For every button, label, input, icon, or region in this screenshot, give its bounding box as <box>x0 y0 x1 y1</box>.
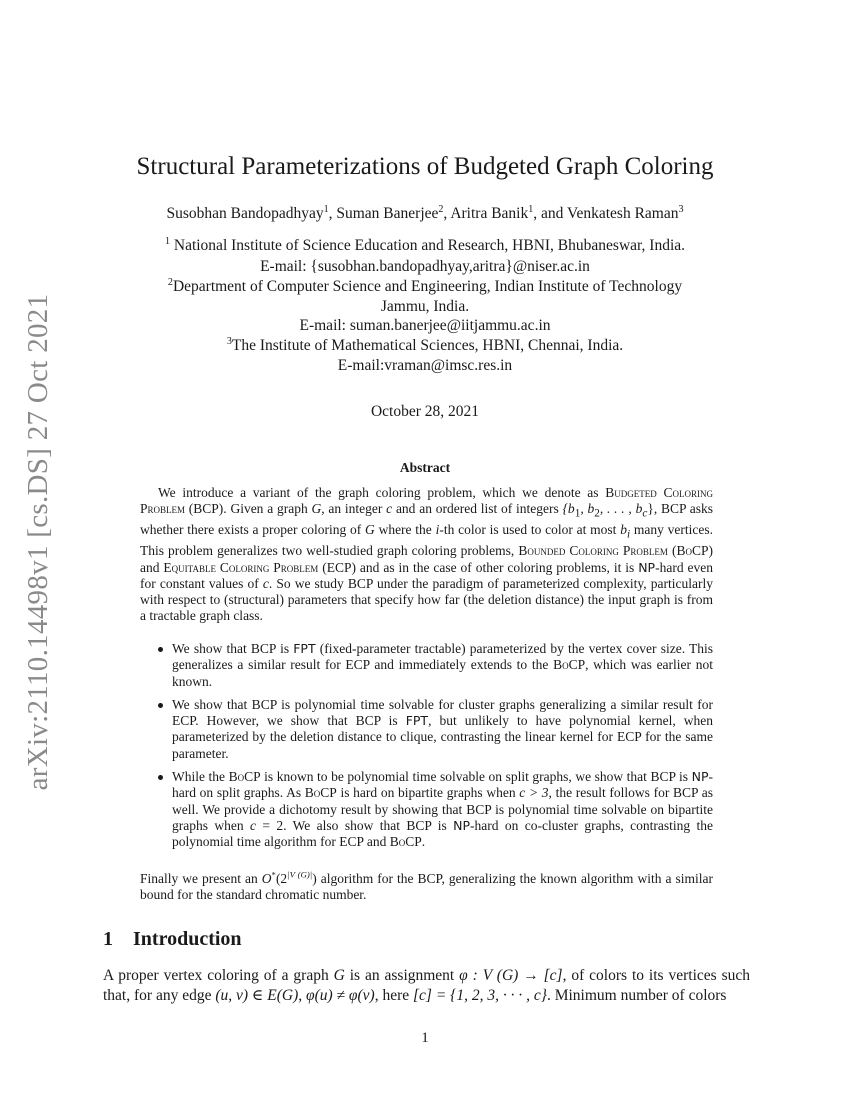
text-run: (fixed-parameter tractable) parameterized by the vertex cover size. This generalizes a similar result for ECP and immediately extends to the <box>172 641 713 673</box>
affiliation-3 <box>0 336 850 357</box>
math-symbol: G <box>365 522 375 538</box>
problem-acronym: BoCP <box>389 834 422 850</box>
math-subscript: 2 <box>594 507 600 520</box>
author-affiliation-mark: 3 <box>678 203 684 215</box>
text-run: ) and <box>140 543 714 575</box>
complexity-class: NP <box>453 817 471 833</box>
math-subscript: 1 <box>574 507 581 520</box>
text-run: -th color is used to color at most <box>439 522 621 538</box>
affiliation-text: The Institute of Mathematical Sciences, HBNI, Chennai, India. <box>231 337 624 354</box>
math-symbol: {b <box>562 501 575 517</box>
math-subscript: i <box>626 528 631 541</box>
text-run: , BCP asks whether there exists a proper coloring of <box>140 501 714 538</box>
text-run: . Minimum number of colors <box>546 987 727 1004</box>
text-run: We introduce a variant of the graph coloring problem, which we denote as <box>158 485 606 500</box>
problem-acronym: BoCP <box>676 543 709 559</box>
math-superscript: |V (G)| <box>287 869 313 880</box>
contribution-list <box>140 641 713 858</box>
arxiv-identifier: arXiv:2110.14498v1 [cs.DS] 27 Oct 2021 <box>22 293 54 791</box>
problem-acronym: BoCP <box>228 769 261 785</box>
text-run: where the <box>374 522 436 538</box>
math-symbol: O <box>261 871 272 886</box>
abstract-final-paragraph <box>140 871 713 904</box>
math-symbol: (2 <box>275 871 288 886</box>
author-affiliation-mark: 2 <box>438 203 444 215</box>
problem-acronym: BoCP <box>304 785 337 801</box>
author-separator: , and <box>533 205 568 222</box>
bullet-icon <box>158 775 163 780</box>
list-item <box>140 697 713 762</box>
text-run: -hard even for constant values of <box>140 559 713 591</box>
page-number: 1 <box>421 1030 429 1046</box>
math-symbol: c <box>386 501 393 517</box>
affiliation-2-email: E-mail: suman.banerjee@iitjammu.ac.in <box>299 317 551 334</box>
complexity-class: NP <box>691 769 709 785</box>
author-affiliation-mark: 1 <box>528 203 534 215</box>
author-separator: , <box>443 205 451 222</box>
text-run: -hard on split graphs. As <box>172 769 713 801</box>
complexity-class: NP <box>638 559 656 575</box>
affiliation-2-line2: Jammu, India. <box>380 298 470 315</box>
paper-date: October 28, 2021 <box>370 403 480 420</box>
affiliation-mark: 3 <box>226 335 232 347</box>
section-title: Introduction <box>133 928 242 950</box>
text-run: While the <box>172 769 229 785</box>
math-symbol: , . . . , b <box>599 501 643 517</box>
author-name: Aritra Banik <box>450 205 529 222</box>
text-run: ( <box>667 543 677 559</box>
math-symbol: G <box>333 967 345 984</box>
section-number: 1 <box>103 928 113 950</box>
text-run: , but unlikely to have polynomial kernel, when parameterized by the deletion distance to clique, contrasting the linear kernel for ECP for the same parameter. <box>172 713 713 761</box>
affiliation-1 <box>0 236 850 257</box>
complexity-class: FPT <box>293 641 316 656</box>
text-run: A proper vertex coloring of a graph <box>103 967 334 984</box>
math-expression: c > 3 <box>519 785 549 801</box>
affiliation-mark: 1 <box>164 235 170 247</box>
text-run: = 2. We also show that BCP is <box>256 817 454 833</box>
section-heading <box>103 928 242 951</box>
introduction-paragraph <box>103 966 750 1006</box>
abstract-heading: Abstract <box>399 460 451 475</box>
text-run: many vertices. This problem generalizes two well-studied graph coloring problems, <box>140 522 713 559</box>
problem-name: Equitable Coloring Problem <box>163 559 319 575</box>
affiliation-mark: 2 <box>167 276 173 288</box>
author-list <box>0 205 850 223</box>
text-run: , the result follows for BCP as well. We provide a dichotomy result by showing that BCP is polynomial time solvable on bipartite graphs when <box>172 785 713 833</box>
math-symbol: ) <box>312 871 317 886</box>
math-symbol: c <box>250 817 256 833</box>
text-run: We show that BCP is <box>172 641 294 656</box>
math-expression: [c] = {1, 2, 3, · · · , c} <box>413 987 547 1004</box>
text-run: -hard on co-cluster graphs, contrasting the polynomial time algorithm for ECP and <box>172 817 713 850</box>
author-separator: , <box>328 205 337 222</box>
problem-acronym: BoCP <box>553 657 586 673</box>
bullet-icon <box>158 647 163 652</box>
text-run: is an assignment <box>344 967 460 984</box>
complexity-class: FPT <box>405 713 429 729</box>
math-expression: φ : V (G) → [c] <box>459 967 563 984</box>
affiliation-1-email: E-mail: {susobhan.bandopadhyay,aritra}@niser.ac.in <box>260 258 590 275</box>
affiliation-2 <box>0 277 850 298</box>
problem-name: Budgeted Coloring Problem <box>140 485 713 517</box>
text-run: , here <box>374 987 413 1004</box>
text-run: We show that BCP is polynomial time solvable for cluster graphs generalizing a similar result for ECP. However, we show that BCP is <box>172 696 713 729</box>
author-name: Susobhan Bandopadhyay <box>166 205 324 222</box>
list-item <box>140 641 713 690</box>
list-item <box>140 769 713 850</box>
text-run: , which was earlier not known. <box>172 657 713 689</box>
math-symbol: b <box>620 522 627 538</box>
text-run: , of colors to its vertices such that, for any edge <box>103 967 750 1004</box>
text-run: Finally we present an <box>140 871 262 886</box>
affiliation-3-email: E-mail:vraman@imsc.res.in <box>337 357 513 374</box>
math-symbol: i <box>435 522 440 538</box>
text-run: is known to be polynomial time solvable on split graphs, we show that BCP is <box>260 769 692 785</box>
text-run: and an ordered list of integers <box>392 501 563 517</box>
math-symbol: c <box>262 575 269 591</box>
paper-title: Structural Parameterizations of Budgeted Graph Coloring <box>136 153 714 180</box>
text-run: (ECP) and as in the case of other coloring problems, it is <box>318 559 639 575</box>
affiliation-text: Department of Computer Science and Engineering, Indian Institute of Technology <box>172 278 683 295</box>
text-run: . So we study BCP under the paradigm of parameterized complexity, particularly with respect to (structural) parameters that specify how far (the deletion distance) the input graph is from a tractable graph class. <box>140 575 713 624</box>
math-expression: (u, v) ∈ E(G), φ(u) ≠ φ(v) <box>215 987 375 1004</box>
abstract-paragraph <box>140 485 713 625</box>
math-symbol: , b <box>580 501 595 517</box>
bullet-icon <box>158 703 163 708</box>
author-affiliation-mark: 1 <box>323 203 329 215</box>
text-run: , an integer <box>321 501 387 517</box>
author-name: Venkatesh Raman <box>567 205 679 222</box>
math-symbol: } <box>647 501 654 517</box>
problem-name: Bounded Coloring Problem <box>518 543 668 559</box>
affiliation-text: National Institute of Science Education and Research, HBNI, Bhubaneswar, India. <box>170 237 686 254</box>
text-run: (BCP). Given a graph <box>185 501 312 517</box>
text-run: . <box>421 834 426 850</box>
author-name: Suman Banerjee <box>336 205 439 222</box>
math-symbol: G <box>311 501 322 517</box>
text-run: algorithm for the BCP, generalizing the known algorithm with a similar bound for the standard chromatic number. <box>140 871 713 903</box>
math-superscript: * <box>271 869 276 880</box>
text-run: is hard on bipartite graphs when <box>336 785 520 801</box>
math-subscript: c <box>642 507 648 520</box>
